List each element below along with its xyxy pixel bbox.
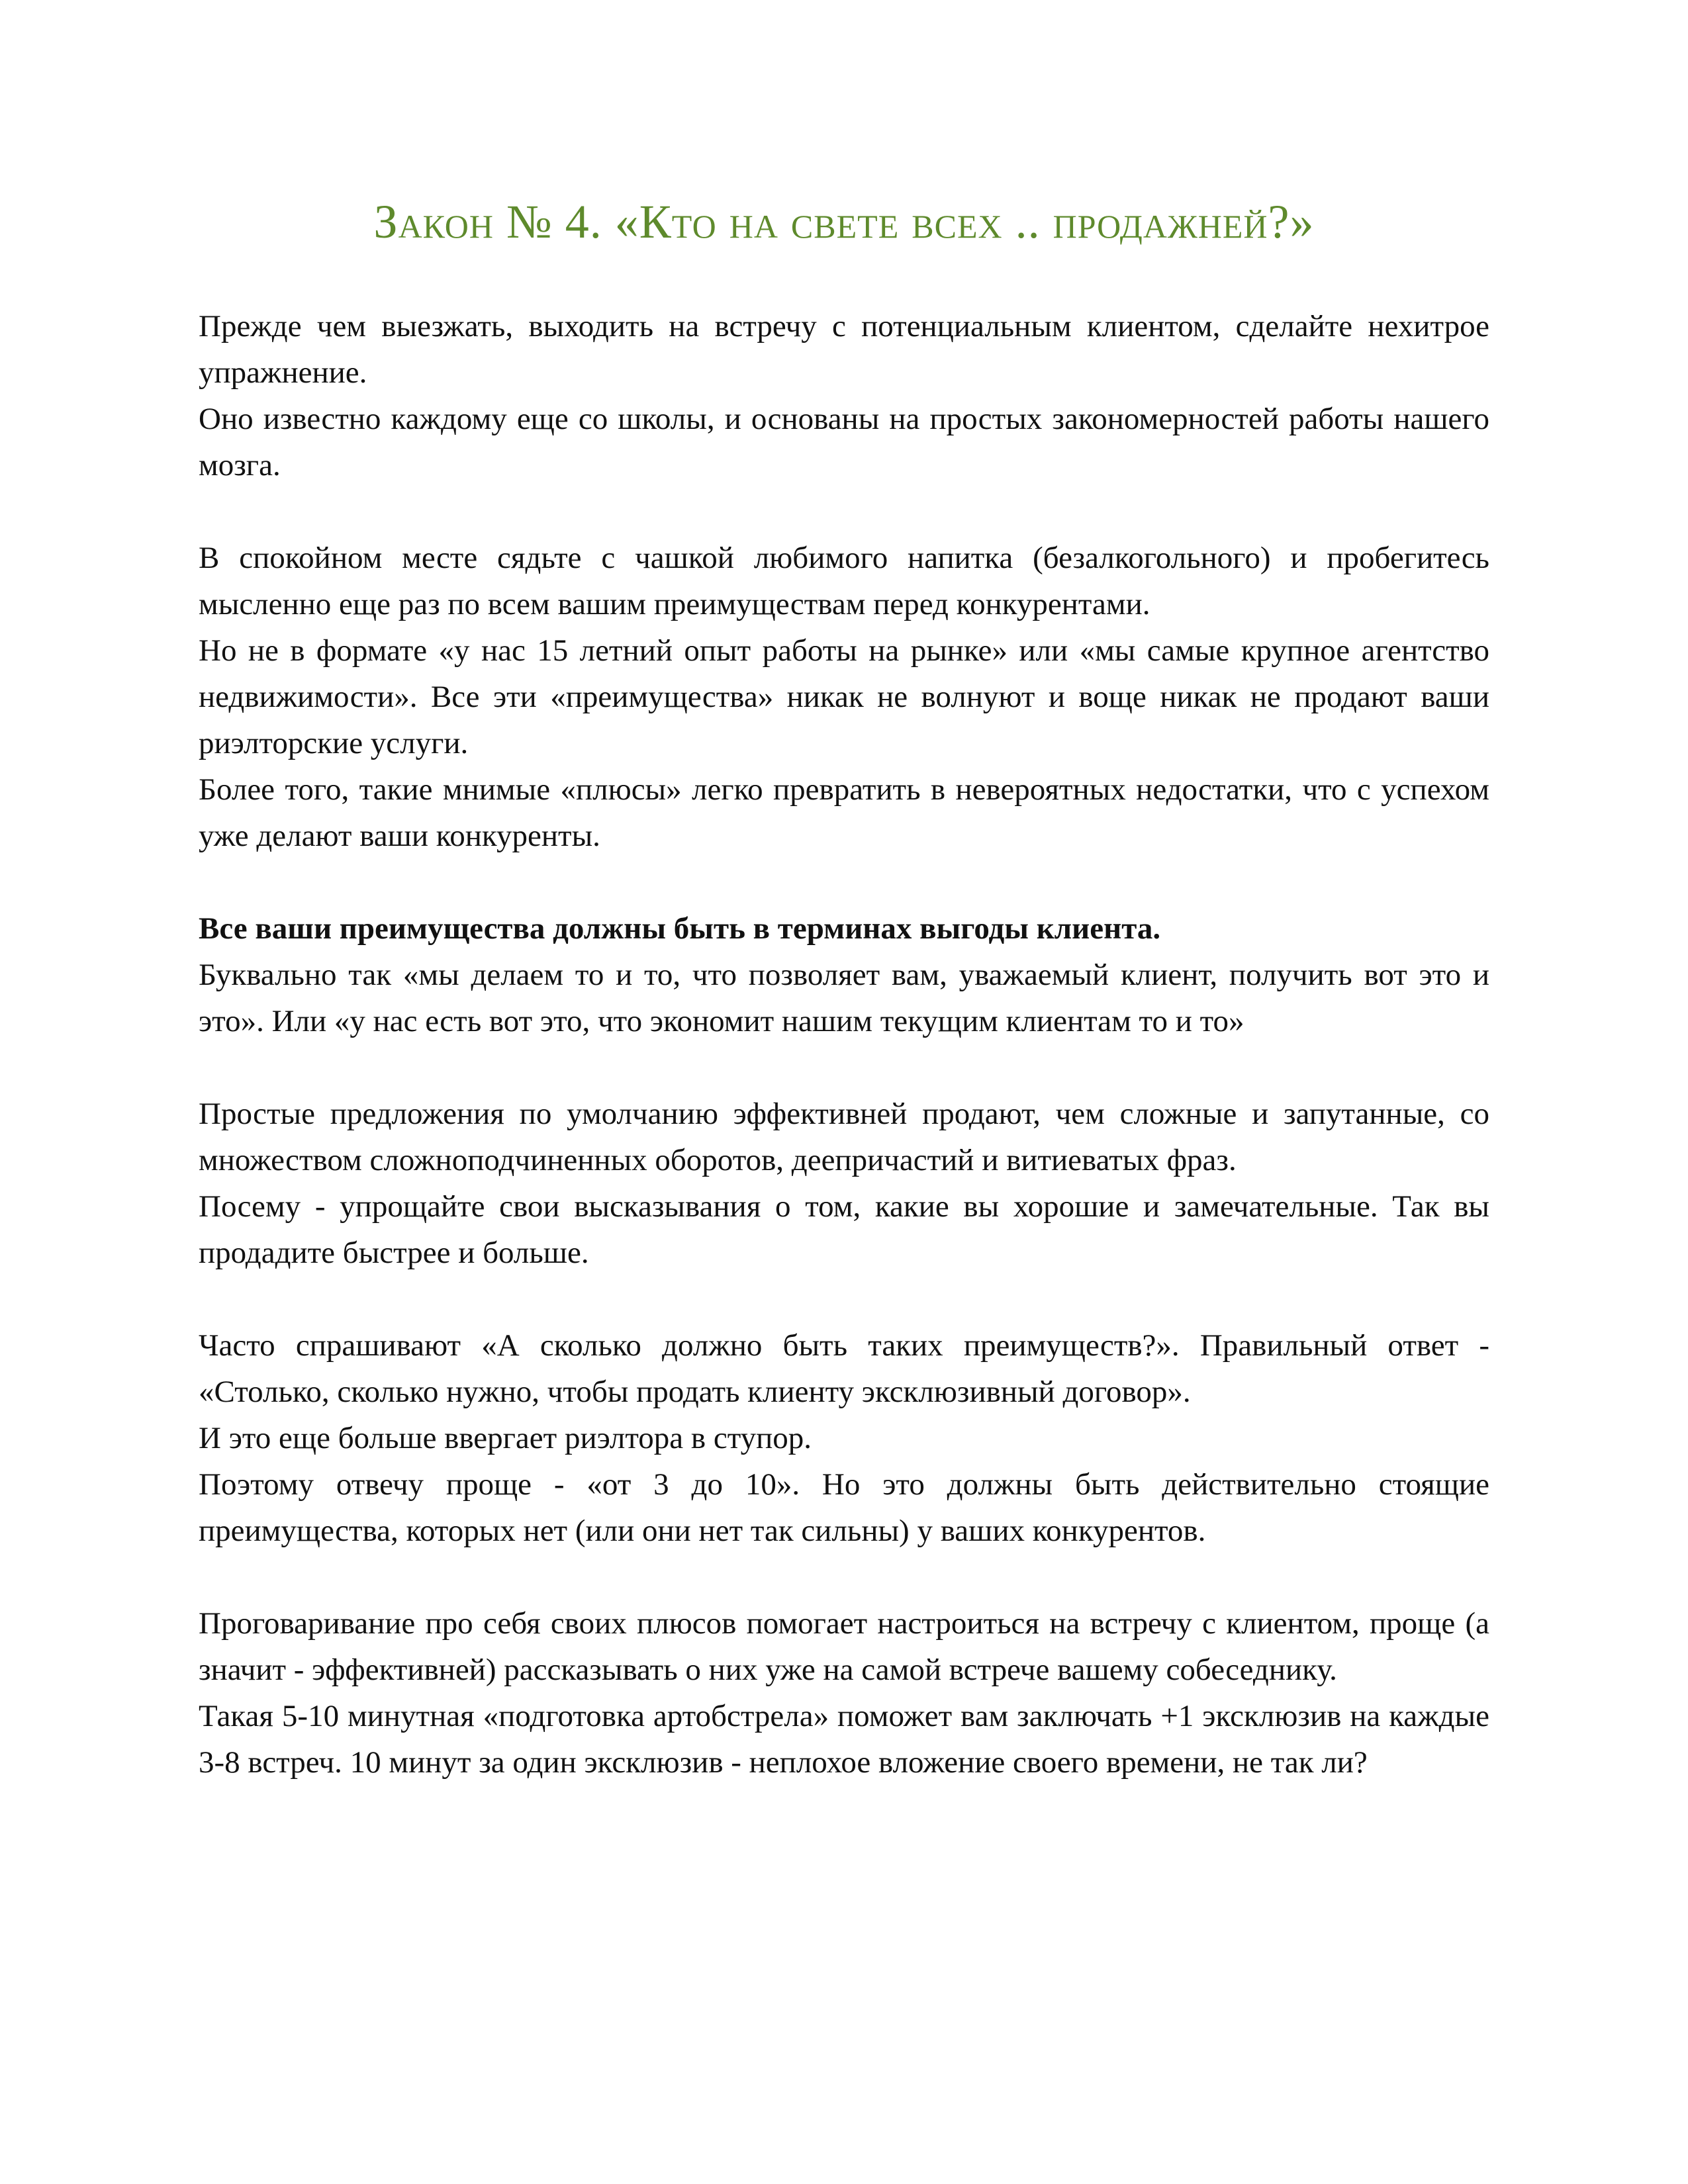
paragraph-gap [199, 488, 1489, 535]
paragraph: Проговаривание про себя своих плюсов помогает настроиться на встречу с клиентом, проще (а значит - эффективней) рассказывать о них уже на самой встрече вашему собеседнику. [199, 1606, 1489, 1687]
paragraph: Прежде чем выезжать, выходить на встречу с потенциальным клиентом, сделайте нехитрое упражнение. [199, 309, 1489, 390]
paragraph: Посему - упрощайте свои высказывания о том, какие вы хорошие и замечательные. Так вы продадите быстрее и больше. [199, 1189, 1489, 1270]
paragraph: Часто спрашивают «А сколько должно быть таких преимуществ?». Правильный ответ - «Столько, сколько нужно, чтобы продать клиенту эксклюзивный договор». [199, 1328, 1489, 1409]
paragraph: Такая 5-10 минутная «подготовка артобстрела» поможет вам заключать +1 эксклюзив на каждые 3-8 встреч. 10 минут за один эксклюзив - неплохое вложение своего времени, не так ли? [199, 1699, 1489, 1780]
bold-statement: Все ваши преимущества должны быть в терминах выгоды клиента. [199, 911, 1161, 946]
paragraph: Буквально так «мы делаем то и то, что позволяет вам, уважаемый клиент, получить вот это и это». Или «у нас есть вот это, что экономит нашим текущим клиентам то и то» [199, 958, 1489, 1038]
document-page [199, 0, 1489, 2184]
paragraph: Простые предложения по умолчанию эффективней продают, чем сложные и запутанные, со множеством сложноподчиненных оборотов, деепричастий и витиеватых фраз. [199, 1097, 1489, 1177]
paragraph: Но не в формате «у нас 15 летний опыт работы на рынке» или «мы самые крупное агентство недвижимости». Все эти «преимущества» никак не волнуют и воще никак не продают ваши риэлторские услуги. [199, 633, 1489, 760]
paragraph: В спокойном месте сядьте с чашкой любимого напитка (безалкогольного) и пробегитесь мысленно еще раз по всем вашим преимуществам перед конкурентами. [199, 541, 1489, 621]
paragraph: И это еще больше ввергает риэлтора в ступор. [199, 1421, 812, 1455]
paragraph-gap [199, 1044, 1489, 1091]
paragraph: Более того, такие мнимые «плюсы» легко превратить в невероятных недостатки, что с успехом уже делают ваши конкуренты. [199, 772, 1489, 853]
page-title: Закон № 4. «Кто на свете всех .. продажней?» [373, 195, 1315, 248]
paragraph-gap [199, 859, 1489, 905]
paragraph-gap [199, 1276, 1489, 1322]
document-body [199, 303, 1489, 1786]
paragraph: Оно известно каждому еще со школы, и основаны на простых закономерностей работы нашего мозга. [199, 402, 1489, 482]
paragraph: Поэтому отвечу проще - «от 3 до 10». Но это должны быть действительно стоящие преимущества, которых нет (или они нет так сильны) у ваших конкурентов. [199, 1467, 1489, 1548]
paragraph-gap [199, 1554, 1489, 1600]
